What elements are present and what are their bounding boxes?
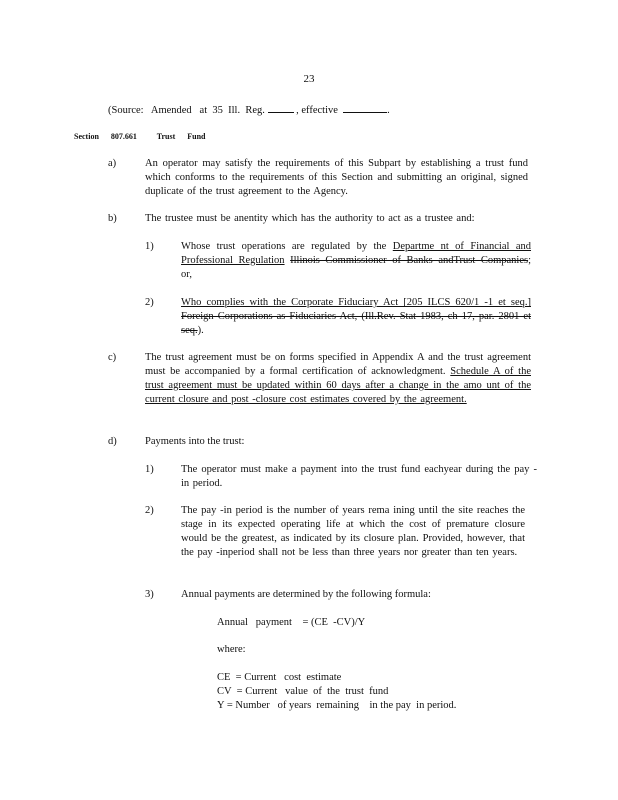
blank-reg-number — [268, 101, 294, 113]
source-prefix: (Source: Amended at 35 Ill. Reg. — [108, 105, 265, 116]
item-d3-label: 3) — [145, 589, 154, 600]
item-d2-label: 2) — [145, 505, 154, 516]
item-c-inserted: Schedule A of the trust agreement must be updated within 60 days after a change in the amo unt of the current closure and post -closure cost estimates covered by the agreement. — [145, 366, 531, 405]
item-c-label: c) — [108, 352, 117, 363]
source-middle: , effective — [293, 105, 341, 116]
item-a-label: a) — [108, 158, 117, 169]
item-b1-inserted: Departme nt of Financial and Professional Regulation — [181, 241, 532, 266]
item-d-text: Payments into the trust: — [145, 436, 245, 447]
item-b1-deleted: Illinois Commissioner of Banks andTrust Companies — [290, 255, 529, 266]
item-b2-deleted: Foreign Corporations as Fiduciaries Act, (Ill.Rev. Stat 1983, ch 17, par. 2801 et seq. — [181, 311, 531, 336]
item-b1-after: ; or, — [181, 255, 531, 280]
item-c-text — [145, 351, 531, 407]
item-b2-inserted: Who complies with the Corporate Fiduciary Act [205 ILCS 620/1 -1 et seq.] — [181, 297, 531, 308]
item-d1-label: 1) — [145, 464, 154, 475]
formula-def-cv: CV = Current value of the trust fund — [217, 686, 389, 697]
item-d1-text: The operator must make a payment into the trust fund eachyear during the pay -in period. — [181, 464, 537, 489]
item-a-text: An operator may satisfy the requirements of this Subpart by establishing a trust fund which conforms to the requirements of this Section and submitting an original, signed duplicate of the trust agreement to the Agency. — [145, 158, 528, 197]
section-heading: Section 807.661 Trust Fund — [74, 132, 206, 141]
blank-effective-date — [343, 101, 387, 113]
item-b-text: The trustee must be anentity which has the authority to act as a trustee and: — [145, 213, 475, 224]
page-number: 23 — [303, 73, 315, 85]
item-b1-label: 1) — [145, 241, 154, 252]
formula-def-y: Y = Number of years remaining in the pay in period. — [217, 700, 457, 711]
source-note — [108, 101, 428, 118]
item-b1-before: Whose trust operations are regulated by the — [181, 241, 387, 252]
item-b2-after: ). — [197, 325, 204, 336]
item-b-label: b) — [108, 213, 117, 224]
item-d2-text: The pay -in period is the number of years rema ining until the site reaches the stage in its expected operating life at which the cost of premature closure would be the greatest, as indicated by its closure plan. Provided, however, that the pay -inperiod shall not be less than three years nor greater than ten years. — [181, 505, 525, 558]
item-c-before: The trust agreement must be on forms specified in Appendix A and the trust agreement must be accompanied by a formal certification of acknowledgment. — [145, 352, 531, 377]
formula-def-ce: CE = Current cost estimate — [217, 672, 342, 683]
payment-formula: Annual payment = (CE -CV)/Y — [217, 617, 366, 628]
item-b1-text — [181, 240, 531, 282]
item-d-label: d) — [108, 436, 117, 447]
item-b2-text — [181, 296, 531, 338]
source-suffix: . — [387, 105, 390, 116]
formula-where: where: — [217, 644, 246, 655]
item-b2-label: 2) — [145, 297, 154, 308]
item-d3-text: Annual payments are determined by the following formula: — [181, 589, 431, 600]
